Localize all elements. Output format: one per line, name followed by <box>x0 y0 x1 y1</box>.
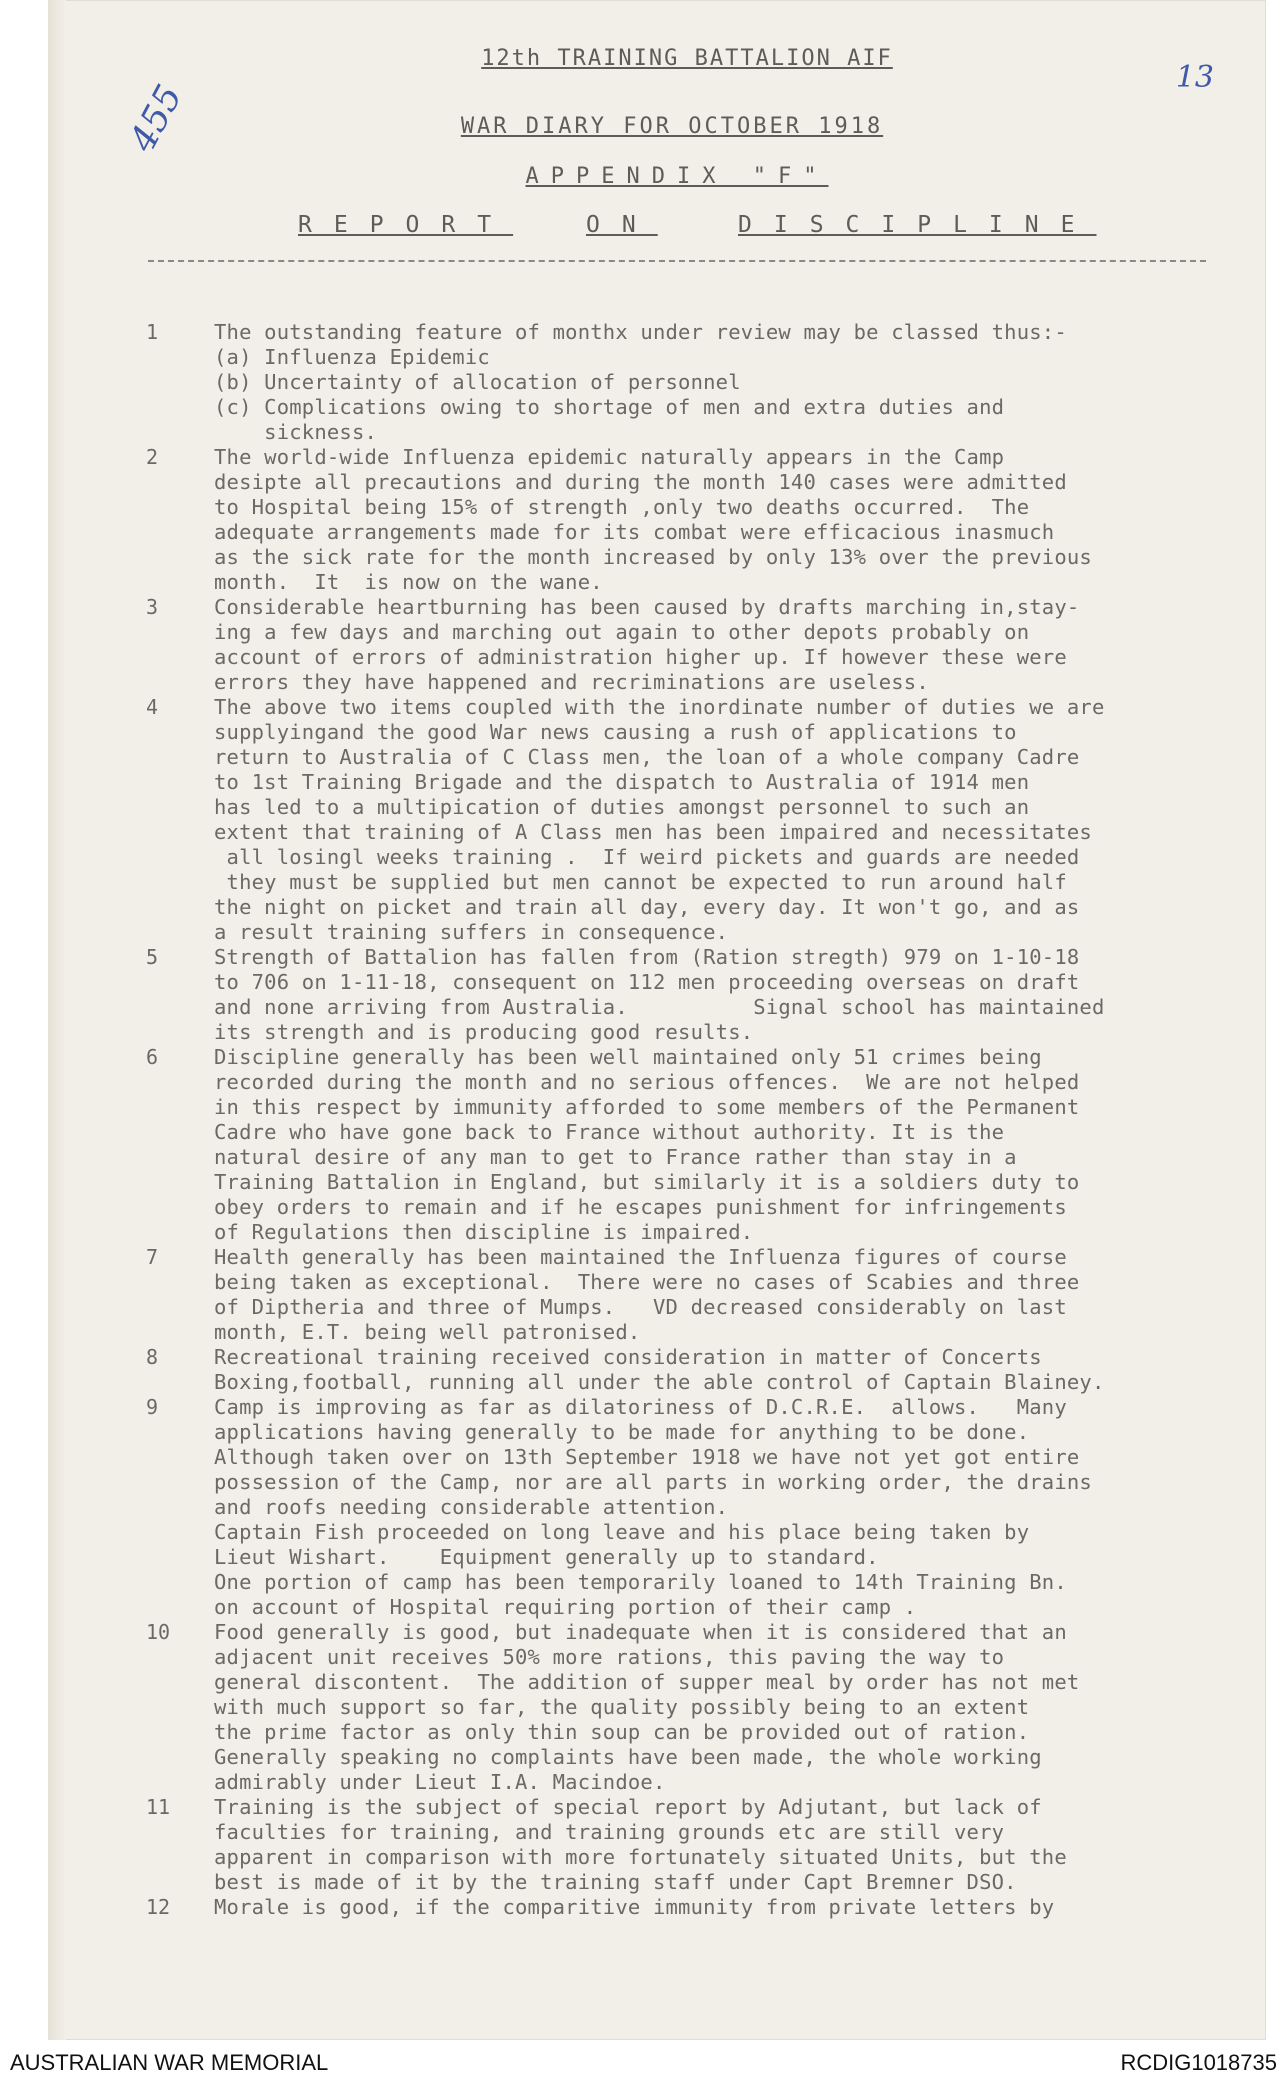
report-body <box>146 320 1266 1920</box>
paragraph-number: 5 <box>146 945 159 969</box>
paragraph-12 <box>146 1895 1266 1920</box>
paragraph-text: Health generally has been maintained the Influenza figures of course being taken as exceptional. There were no cases of Scabies and three of Diptheria and three of Mumps. VD decreased considerably on last month, E.T. being well patronised. <box>214 1245 1080 1344</box>
paragraph-number: 4 <box>146 695 159 719</box>
appendix-heading: APPENDIX "F" <box>525 164 829 189</box>
paragraph-11 <box>146 1795 1266 1895</box>
paragraph-2 <box>146 445 1266 595</box>
paragraph-8 <box>146 1345 1266 1395</box>
paragraph-9 <box>146 1395 1266 1620</box>
paragraph-number: 6 <box>146 1045 159 1069</box>
footer-institution: AUSTRALIAN WAR MEMORIAL <box>10 2050 329 2075</box>
paragraph-number: 1 <box>146 320 159 344</box>
report-title-word-2: ON <box>586 212 658 238</box>
paragraph-4 <box>146 695 1266 945</box>
paragraph-number: 11 <box>146 1795 171 1819</box>
paragraph-number: 12 <box>146 1895 171 1919</box>
paragraph-5 <box>146 945 1266 1045</box>
paragraph-number: 10 <box>146 1620 171 1644</box>
page-number-annotation: 13 <box>1175 60 1214 95</box>
paragraph-text: Discipline generally has been well maintained only 51 crimes being recorded during the month and no serious offences. We are not helped in this respect by immunity afforded to some members of the Permanent Cadre who have gone back to France without authority. It is the natural desire of any man to get to France rather than stay in a Training Battalion in England, but similarly it is a soldiers duty to obey orders to remain and if he escapes punishment for infringements of Regulations then discipline is impaired. <box>214 1045 1080 1244</box>
paragraph-text: Recreational training received consideration in matter of Concerts Boxing,football, running all under the able control of Captain Blainey. <box>214 1345 1105 1394</box>
paragraph-10 <box>146 1620 1266 1795</box>
paragraph-text: Strength of Battalion has fallen from (Ration stregth) 979 on 1-10-18 to 706 on 1-11-18, consequent on 112 men proceeding overseas on draft and none arriving from Australia. Signal school has maintained its strength and is producing good results. <box>214 945 1105 1044</box>
unit-heading: 12th TRAINING BATTALION AIF <box>481 46 893 71</box>
paragraph-text: Considerable heartburning has been caused by drafts marching in,stay- ing a few days and marching out again to other depots probably on account of errors of administration higher up. If however these were errors they have happened and recriminations are useless. <box>214 595 1080 694</box>
paragraph-number: 9 <box>146 1395 159 1419</box>
paragraph-text: The outstanding feature of monthx under review may be classed thus:- (a) Influenza Epidemic (b) Uncertainty of allocation of personnel (c) Complications owing to shortage of men and extra duties and sickness. <box>214 320 1067 444</box>
paragraph-number: 8 <box>146 1345 159 1369</box>
paragraph-number: 7 <box>146 1245 159 1269</box>
report-title-word-3: DISCIPLINE <box>738 212 1097 238</box>
paragraph-3 <box>146 595 1266 695</box>
paragraph-number: 3 <box>146 595 159 619</box>
paragraph-text: Morale is good, if the comparitive immunity from private letters by <box>214 1895 1055 1919</box>
diary-heading: WAR DIARY FOR OCTOBER 1918 <box>460 114 884 139</box>
paragraph-number: 2 <box>146 445 159 469</box>
footer-record-id: RCDIG1018735 <box>1120 2050 1277 2075</box>
archive-footer <box>10 2046 1277 2076</box>
paragraph-6 <box>146 1045 1266 1245</box>
document-page <box>48 0 1266 2040</box>
report-title-word-1: REPORT <box>298 212 514 238</box>
paragraph-text: Food generally is good, but inadequate when it is considered that an adjacent unit receives 50% more rations, this paving the way to general discontent. The addition of supper meal by order has not met with much support so far, the quality possibly being to an extent the prime factor as only thin soup can be provided out of ration. Generally speaking no complaints have been made, the whole working admirably under Lieut I.A. Macindoe. <box>214 1620 1080 1794</box>
paragraph-7 <box>146 1245 1266 1345</box>
header-divider <box>148 260 1206 262</box>
paragraph-1 <box>146 320 1266 445</box>
paragraph-text: The above two items coupled with the inordinate number of duties we are supplyingand the good War news causing a rush of applications to return to Australia of C Class men, the loan of a whole company Cadre to 1st Training Brigade and the dispatch to Australia of 1914 men has led to a multipication of duties amongst personnel to such an extent that training of A Class men has been impaired and necessitates all losingl weeks training . If weird pickets and guards are needed they must be supplied but men cannot be expected to run around half the night on picket and train all day, every day. It won't go, and as a result training suffers in consequence. <box>214 695 1105 944</box>
paragraph-text: Camp is improving as far as dilatoriness of D.C.R.E. allows. Many applications having generally to be made for anything to be done. Although taken over on 13th September 1918 we have not yet got entire possession of the Camp, nor are all parts in working order, the drains and roofs needing considerable attention. Captain Fish proceeded on long leave and his place being taken by Lieut Wishart. Equipment generally up to standard. One portion of camp has been temporarily loaned to 14th Training Bn. on account of Hospital requiring portion of their camp . <box>214 1395 1092 1619</box>
paragraph-text: Training is the subject of special report by Adjutant, but lack of faculties for training, and training grounds etc are still very apparent in comparison with more fortunately situated Units, but the best is made of it by the training staff under Capt Bremner DSO. <box>214 1795 1067 1894</box>
paragraph-text: The world-wide Influenza epidemic naturally appears in the Camp desipte all precautions and during the month 140 cases were admitted to Hospital being 15% of strength ,only two deaths occurred. The adequate arrangements made for its combat were efficacious inasmuch as the sick rate for the month increased by only 13% over the previous month. It is now on the wane. <box>214 445 1092 594</box>
folio-annotation: 455 <box>122 78 191 159</box>
